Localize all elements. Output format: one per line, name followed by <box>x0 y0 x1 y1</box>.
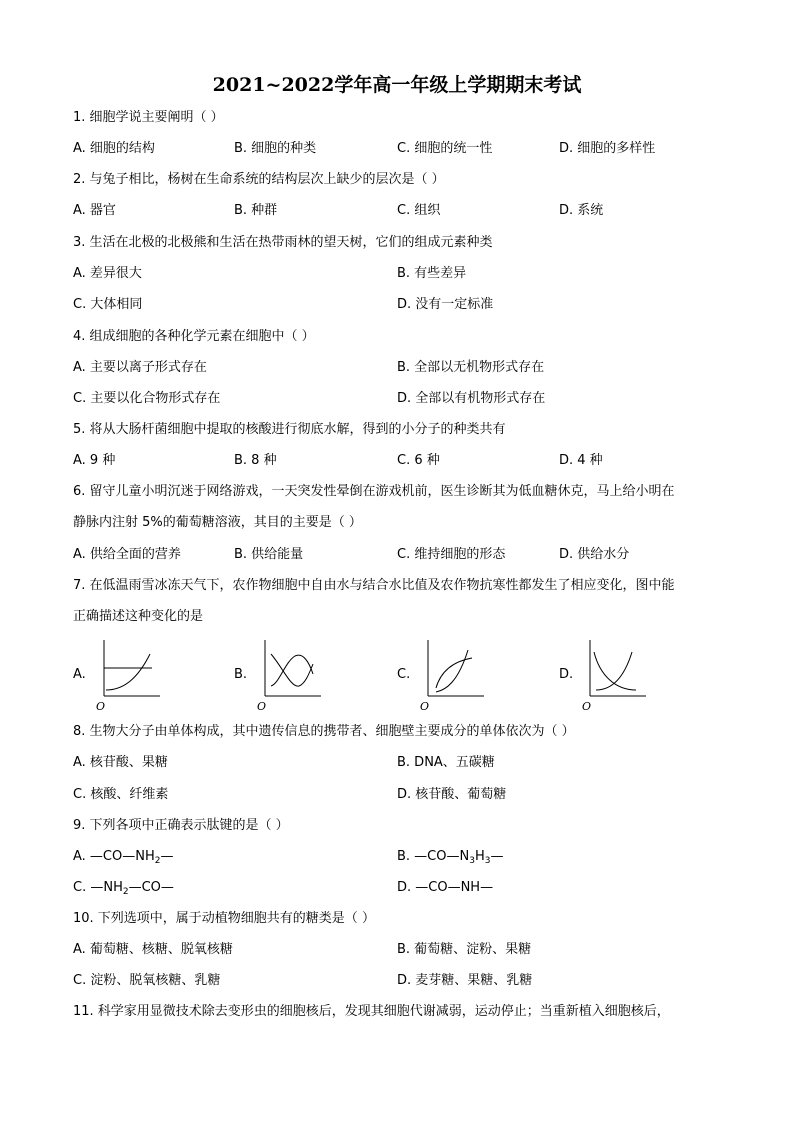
q7-option-b-label: B. <box>234 667 248 682</box>
page-title: 2021~2022学年高一年级上学期期末考试 <box>212 74 582 96</box>
q10-option-c: C. 淀粉、脱氧核糖、乳糖 <box>73 973 221 988</box>
question-7-stem-line-2: 正确描述这种变化的是 <box>73 609 204 624</box>
q7-graph-b <box>253 638 323 713</box>
q1-option-a: A. 细胞的结构 <box>73 141 155 156</box>
question-5-stem: 5. 将从大肠杆菌细胞中提取的核酸进行彻底水解，得到的小分子的种类共有 <box>73 422 506 437</box>
q2-option-c: C. 组织 <box>397 203 441 218</box>
q7-graph-a-origin: O <box>96 700 106 713</box>
question-4-stem: 4. 组成细胞的各种化学元素在细胞中（ ） <box>73 329 315 344</box>
q4-option-d: D. 全部以有机物形式存在 <box>397 391 546 406</box>
q8-option-c: C. 核酸、纤维素 <box>73 787 169 802</box>
q2-option-a: A. 器官 <box>73 203 116 218</box>
question-8-stem: 8. 生物大分子由单体构成，其中遗传信息的携带者、细胞壁主要成分的单体依次为（ ） <box>73 724 575 739</box>
q7-graph-c-origin: O <box>420 700 430 713</box>
q9-option-c-tail: —CO— <box>128 880 174 895</box>
question-2-stem: 2. 与兔子相比，杨树在生命系统的结构层次上缺少的层次是（ ） <box>73 172 445 187</box>
q8-option-b: B. DNA、五碳糖 <box>397 755 495 770</box>
q7-option-a-label: A. <box>73 667 86 682</box>
q7-option-c-label: C. <box>397 667 411 682</box>
q9-option-a-text: A. —CO—NH <box>73 849 155 864</box>
q2-option-d: D. 系统 <box>559 203 604 218</box>
q7-graph-d-origin: O <box>582 700 592 713</box>
question-7-stem-line-1: 7. 在低温雨雪冰冻天气下，农作物细胞中自由水与结合水比值及农作物抗寒性都发生了相应变化，图中能 <box>73 578 675 593</box>
q8-option-d: D. 核苷酸、葡萄糖 <box>397 787 507 802</box>
q7-graph-a <box>92 638 162 713</box>
q9-option-d-text: D. —CO—NH— <box>397 880 494 895</box>
q9-option-a-tail: — <box>160 849 174 864</box>
q5-option-a: A. 9 种 <box>73 453 116 468</box>
q5-option-c: C. 6 种 <box>397 453 440 468</box>
q9-option-b-mid: H <box>474 849 485 864</box>
q9-option-c-text: C. —NH <box>73 880 123 895</box>
q9-option-a <box>73 849 173 865</box>
q6-option-d: D. 供给水分 <box>559 547 630 562</box>
question-1-stem: 1. 细胞学说主要阐明（ ） <box>73 110 224 125</box>
question-6-stem-line-2: 静脉内注射 5%的葡萄糖溶液，其目的主要是（ ） <box>73 515 362 530</box>
q6-option-b: B. 供给能量 <box>234 547 304 562</box>
q1-option-c: C. 细胞的统一性 <box>397 141 493 156</box>
q9-option-a-sub: 2 <box>154 856 161 866</box>
q9-option-b-tail: — <box>490 849 504 864</box>
q7-graph-d <box>578 638 648 713</box>
q3-option-a: A. 差异很大 <box>73 266 142 281</box>
q10-option-d: D. 麦芽糖、果糖、乳糖 <box>397 973 533 988</box>
question-3-stem: 3. 生活在北极的北极熊和生活在热带雨林的望天树，它们的组成元素种类 <box>73 235 493 250</box>
q9-option-c <box>73 880 174 896</box>
question-6-stem-line-1: 6. 留守儿童小明沉迷于网络游戏，一天突发性晕倒在游戏机前，医生诊断其为低血糖休克，马上给小明在 <box>73 484 675 499</box>
q9-option-d <box>397 880 493 896</box>
q2-option-b: B. 种群 <box>234 203 278 218</box>
question-10-stem: 10. 下列选项中，属于动植物细胞共有的糖类是（ ） <box>73 911 375 926</box>
q9-option-b <box>397 849 503 865</box>
q9-option-c-sub: 2 <box>122 887 129 897</box>
q9-option-b-sub2: 3 <box>484 856 491 866</box>
q5-option-b: B. 8 种 <box>234 453 277 468</box>
q1-option-d: D. 细胞的多样性 <box>559 141 656 156</box>
q6-option-c: C. 维持细胞的形态 <box>397 547 506 562</box>
question-9-stem: 9. 下列各项中正确表示肽键的是（ ） <box>73 818 289 833</box>
q3-option-d: D. 没有一定标准 <box>397 297 494 312</box>
q5-option-d: D. 4 种 <box>559 453 603 468</box>
q4-option-b: B. 全部以无机物形式存在 <box>397 360 545 375</box>
q4-option-a: A. 主要以离子形式存在 <box>73 360 207 375</box>
q9-option-b-text: B. —CO—N <box>397 849 470 864</box>
q7-graph-b-origin: O <box>257 700 267 713</box>
q3-option-b: B. 有些差异 <box>397 266 467 281</box>
q8-option-a: A. 核苷酸、果糖 <box>73 755 168 770</box>
q1-option-b: B. 细胞的种类 <box>234 141 317 156</box>
q7-graph-c <box>416 638 486 713</box>
q3-option-c: C. 大体相同 <box>73 297 143 312</box>
q6-option-a: A. 供给全面的营养 <box>73 547 181 562</box>
q4-option-c: C. 主要以化合物形式存在 <box>73 391 221 406</box>
q9-option-b-sub: 3 <box>469 856 475 866</box>
q10-option-b: B. 葡萄糖、淀粉、果糖 <box>397 942 532 957</box>
question-11-stem: 11. 科学家用显微技术除去变形虫的细胞核后，发现其细胞代谢减弱，运动停止；当重新植入细胞核后， <box>73 1004 670 1019</box>
q10-option-a: A. 葡萄糖、核糖、脱氧核糖 <box>73 942 233 957</box>
q7-option-d-label: D. <box>559 667 574 682</box>
